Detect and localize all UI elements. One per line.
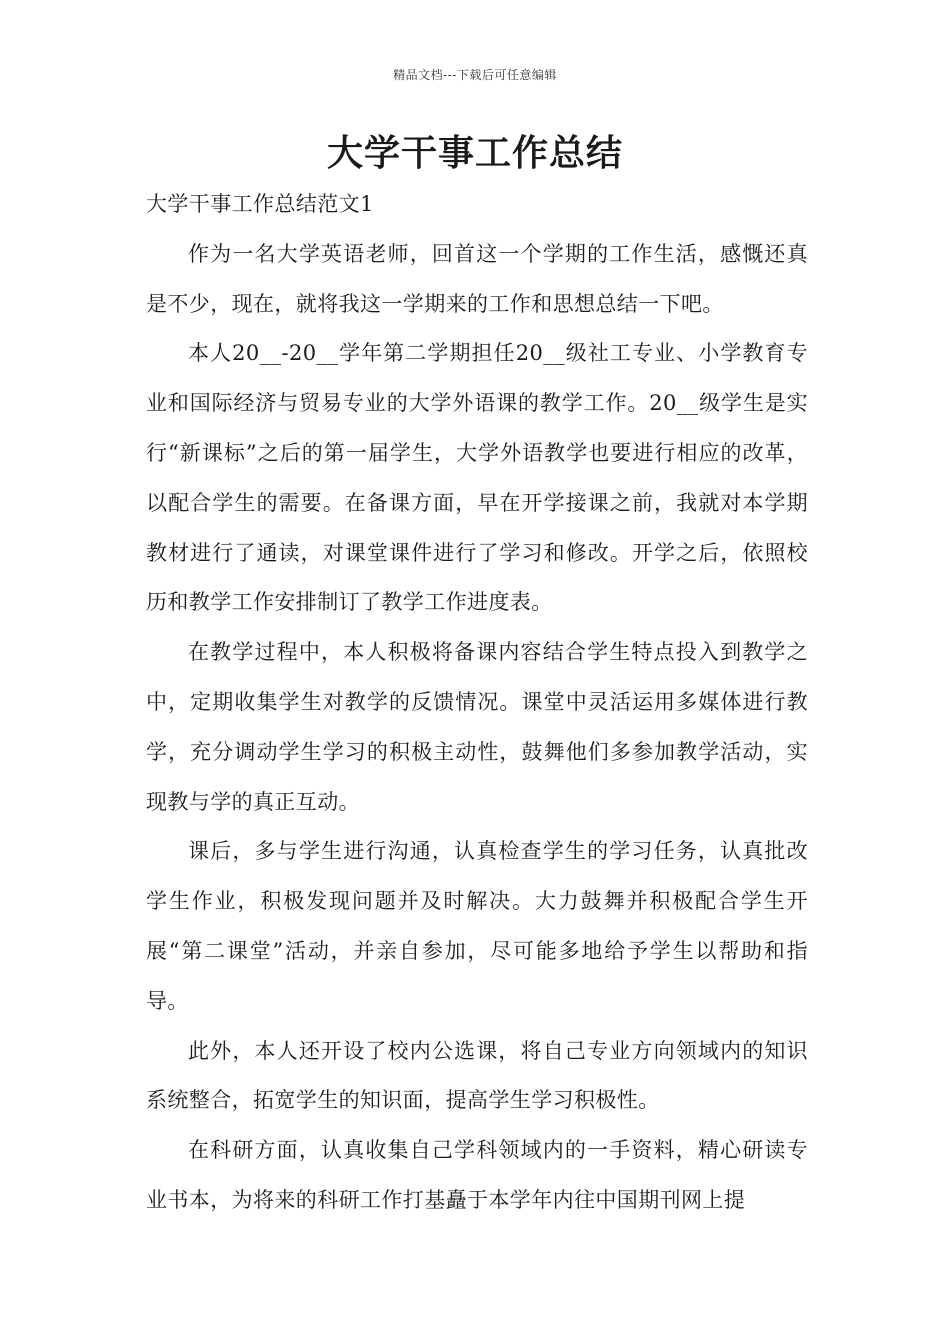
- paragraph-2: 本人20__-20__学年第二学期担任20__级社工专业、小学教育专业和国际经济与贸易专业的大学外语课的教学工作。20__级学生是实行“新课标”之后的第一届学生，大学外语教学也要进行相应的改革，以配合学生的需要。在备课方面，早在开学接课之前，我就对本学期教材进行了通读，对课堂课件进行了学习和修改。开学之后，依照校历和教学工作安排制订了教学工作进度表。: [146, 341, 808, 615]
- document-subtitle: 大学干事工作总结范文1: [146, 192, 374, 216]
- document-title: 大学干事工作总结: [326, 132, 623, 174]
- paragraph-4: 课后，多与学生进行沟通，认真检查学生的学习任务，认真批改学生作业，积极发现问题并及时解决。大力鼓舞并积极配合学生开展“第二课堂”活动，并亲自参加，尽可能多地给予学生以帮助和指导。: [146, 839, 808, 1013]
- paragraph-6: 在科研方面，认真收集自己学科领域内的一手资料，精心研读专业书本，为将来的科研工作打基矗于本学年内往中国期刊网上提: [146, 1138, 808, 1212]
- document-body: [146, 180, 808, 1226]
- paragraph-3: 在教学过程中，本人积极将备课内容结合学生特点投入到教学之中，定期收集学生对教学的反馈情况。课堂中灵活运用多媒体进行教学，充分调动学生学习的积极主动性，鼓舞他们多参加教学活动，实现教与学的真正互动。: [146, 640, 808, 814]
- header-note: 精品文档---下载后可任意编辑: [393, 68, 557, 82]
- paragraph-1: 作为一名大学英语老师，回首这一个学期的工作生活，感慨还真是不少，现在，就将我这一学期来的工作和思想总结一下吧。: [146, 241, 808, 316]
- paragraph-5: 此外，本人还开设了校内公选课，将自己专业方向领域内的知识系统整合，拓宽学生的知识面，提高学生学习积极性。: [146, 1038, 808, 1113]
